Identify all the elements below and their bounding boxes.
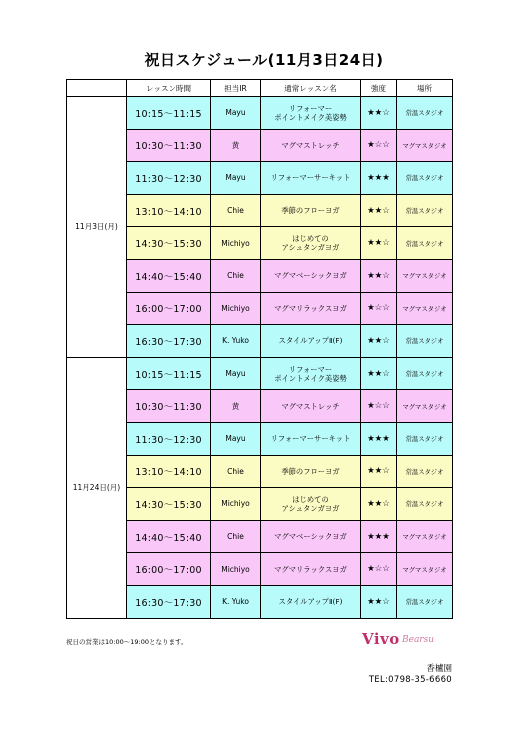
time-cell: 13:10～14:10 xyxy=(127,194,211,227)
shop-name: 香櫨園 xyxy=(426,664,452,674)
time-cell: 13:10～14:10 xyxy=(127,455,211,488)
logo-text: Vivo xyxy=(362,630,400,648)
lesson-name-line: マグマベーシックヨガ xyxy=(274,271,347,281)
studio-cell: 常温スタジオ xyxy=(397,585,453,618)
lesson-name-line: アシュタンガヨガ xyxy=(281,503,340,513)
date-cell: 11月3日(月) xyxy=(67,97,127,358)
lesson-name-line: はじめての xyxy=(292,494,329,504)
intensity-cell: ★★☆ xyxy=(361,259,397,292)
studio-cell: 常温スタジオ xyxy=(397,455,453,488)
studio-cell: 常温スタジオ xyxy=(397,227,453,260)
studio-cell: マグマスタジオ xyxy=(397,129,453,162)
time-cell: 16:00～17:00 xyxy=(127,553,211,586)
instructor-cell: Michiyo xyxy=(211,227,261,260)
instructor-cell: Michiyo xyxy=(211,292,261,325)
lesson-cell xyxy=(261,97,361,130)
lesson-cell xyxy=(261,585,361,618)
phone-number: TEL:0798-35-6660 xyxy=(368,675,452,685)
date-cell: 11月24日(月) xyxy=(67,357,127,618)
studio-cell: 常温スタジオ xyxy=(397,422,453,455)
time-cell: 10:30～11:30 xyxy=(127,390,211,423)
lesson-name-line: リフォーマーサーキット xyxy=(270,173,351,183)
lesson-name-line: リフォーマーサーキット xyxy=(270,434,351,444)
lesson-name-line: はじめての xyxy=(292,234,329,244)
lesson-cell xyxy=(261,325,361,358)
schedule-table xyxy=(66,79,453,619)
lesson-name-line: ポイントメイク美姿勢 xyxy=(274,112,347,122)
header-instructor: 担当IR xyxy=(211,80,261,97)
lesson-cell xyxy=(261,129,361,162)
lesson-name-line: マグマストレッチ xyxy=(281,401,340,411)
time-cell: 11:30～12:30 xyxy=(127,422,211,455)
instructor-cell: Chie xyxy=(211,520,261,553)
time-cell: 11:30～12:30 xyxy=(127,162,211,195)
lesson-cell xyxy=(261,357,361,390)
intensity-cell: ★★☆ xyxy=(361,194,397,227)
header-lesson: 通常レッスン名 xyxy=(261,80,361,97)
time-cell: 10:30～11:30 xyxy=(127,129,211,162)
intensity-cell: ★★☆ xyxy=(361,585,397,618)
intensity-cell: ★★☆ xyxy=(361,488,397,521)
lesson-name-line: スタイルアップⅡ(F) xyxy=(278,336,343,346)
studio-cell: 常温スタジオ xyxy=(397,194,453,227)
studio-cell: マグマスタジオ xyxy=(397,259,453,292)
studio-cell: 常温スタジオ xyxy=(397,325,453,358)
instructor-cell: K. Yuko xyxy=(211,325,261,358)
lesson-cell xyxy=(261,520,361,553)
studio-cell: 常温スタジオ xyxy=(397,97,453,130)
lesson-name-line: マグマリラックスヨガ xyxy=(274,564,347,574)
instructor-cell: 黄 xyxy=(211,129,261,162)
intensity-cell: ★★☆ xyxy=(361,325,397,358)
table-row xyxy=(67,357,453,390)
time-cell: 10:15～11:15 xyxy=(127,357,211,390)
header-date-cell xyxy=(67,80,127,97)
vivo-logo xyxy=(362,630,452,650)
instructor-cell: Michiyo xyxy=(211,553,261,586)
studio-cell: マグマスタジオ xyxy=(397,390,453,423)
lesson-name-line: マグマベーシックヨガ xyxy=(274,532,347,542)
lesson-cell xyxy=(261,488,361,521)
lesson-name-line: マグマストレッチ xyxy=(281,140,340,150)
studio-cell: 常温スタジオ xyxy=(397,488,453,521)
header-row xyxy=(67,80,453,97)
lesson-name-line: ポイントメイク美姿勢 xyxy=(274,373,347,383)
lesson-cell xyxy=(261,553,361,586)
lesson-cell xyxy=(261,227,361,260)
instructor-cell: Mayu xyxy=(211,97,261,130)
lesson-name-line: 季節のフローヨガ xyxy=(281,466,340,476)
studio-cell: 常温スタジオ xyxy=(397,162,453,195)
header-intensity: 強度 xyxy=(361,80,397,97)
instructor-cell: Chie xyxy=(211,194,261,227)
time-cell: 10:15～11:15 xyxy=(127,97,211,130)
lesson-cell xyxy=(261,292,361,325)
intensity-cell: ★☆☆ xyxy=(361,129,397,162)
intensity-cell: ★★☆ xyxy=(361,97,397,130)
time-cell: 16:30～17:30 xyxy=(127,325,211,358)
lesson-name-line: スタイルアップⅡ(F) xyxy=(278,597,343,607)
schedule-body xyxy=(67,97,453,619)
lesson-name-line: リフォーマー xyxy=(288,103,333,113)
instructor-cell: 黄 xyxy=(211,390,261,423)
holiday-hours-note: 祝日の営業は10:00～19:00となります。 xyxy=(66,638,188,646)
lesson-cell xyxy=(261,455,361,488)
intensity-cell: ★★★ xyxy=(361,422,397,455)
time-cell: 14:30～15:30 xyxy=(127,488,211,521)
lesson-name-line: 季節のフローヨガ xyxy=(281,206,340,216)
instructor-cell: Mayu xyxy=(211,162,261,195)
lesson-name-line: アシュタンガヨガ xyxy=(281,243,340,253)
instructor-cell: Chie xyxy=(211,259,261,292)
lesson-name-line: マグマリラックスヨガ xyxy=(274,303,347,313)
intensity-cell: ★★☆ xyxy=(361,455,397,488)
time-cell: 16:30～17:30 xyxy=(127,585,211,618)
lesson-cell xyxy=(261,259,361,292)
intensity-cell: ★★☆ xyxy=(361,357,397,390)
studio-cell: マグマスタジオ xyxy=(397,553,453,586)
studio-cell: マグマスタジオ xyxy=(397,292,453,325)
time-cell: 14:40～15:40 xyxy=(127,259,211,292)
time-cell: 14:30～15:30 xyxy=(127,227,211,260)
instructor-cell: K. Yuko xyxy=(211,585,261,618)
lesson-name-line: リフォーマー xyxy=(288,364,333,374)
lesson-cell xyxy=(261,390,361,423)
page-title: 祝日スケジュール(11月3日24日) xyxy=(144,51,384,69)
lesson-cell xyxy=(261,194,361,227)
studio-cell: 常温スタジオ xyxy=(397,357,453,390)
header-studio: 場所 xyxy=(397,80,453,97)
table-row xyxy=(67,97,453,130)
studio-cell: マグマスタジオ xyxy=(397,520,453,553)
instructor-cell: Mayu xyxy=(211,357,261,390)
intensity-cell: ★☆☆ xyxy=(361,553,397,586)
time-cell: 14:40～15:40 xyxy=(127,520,211,553)
logo-script: Bearsu xyxy=(402,635,435,645)
instructor-cell: Mayu xyxy=(211,422,261,455)
lesson-cell xyxy=(261,422,361,455)
intensity-cell: ★☆☆ xyxy=(361,390,397,423)
intensity-cell: ★★☆ xyxy=(361,227,397,260)
instructor-cell: Chie xyxy=(211,455,261,488)
time-cell: 16:00～17:00 xyxy=(127,292,211,325)
intensity-cell: ★★★ xyxy=(361,520,397,553)
intensity-cell: ★☆☆ xyxy=(361,292,397,325)
header-time: レッスン時間 xyxy=(127,80,211,97)
instructor-cell: Michiyo xyxy=(211,488,261,521)
lesson-cell xyxy=(261,162,361,195)
intensity-cell: ★★★ xyxy=(361,162,397,195)
